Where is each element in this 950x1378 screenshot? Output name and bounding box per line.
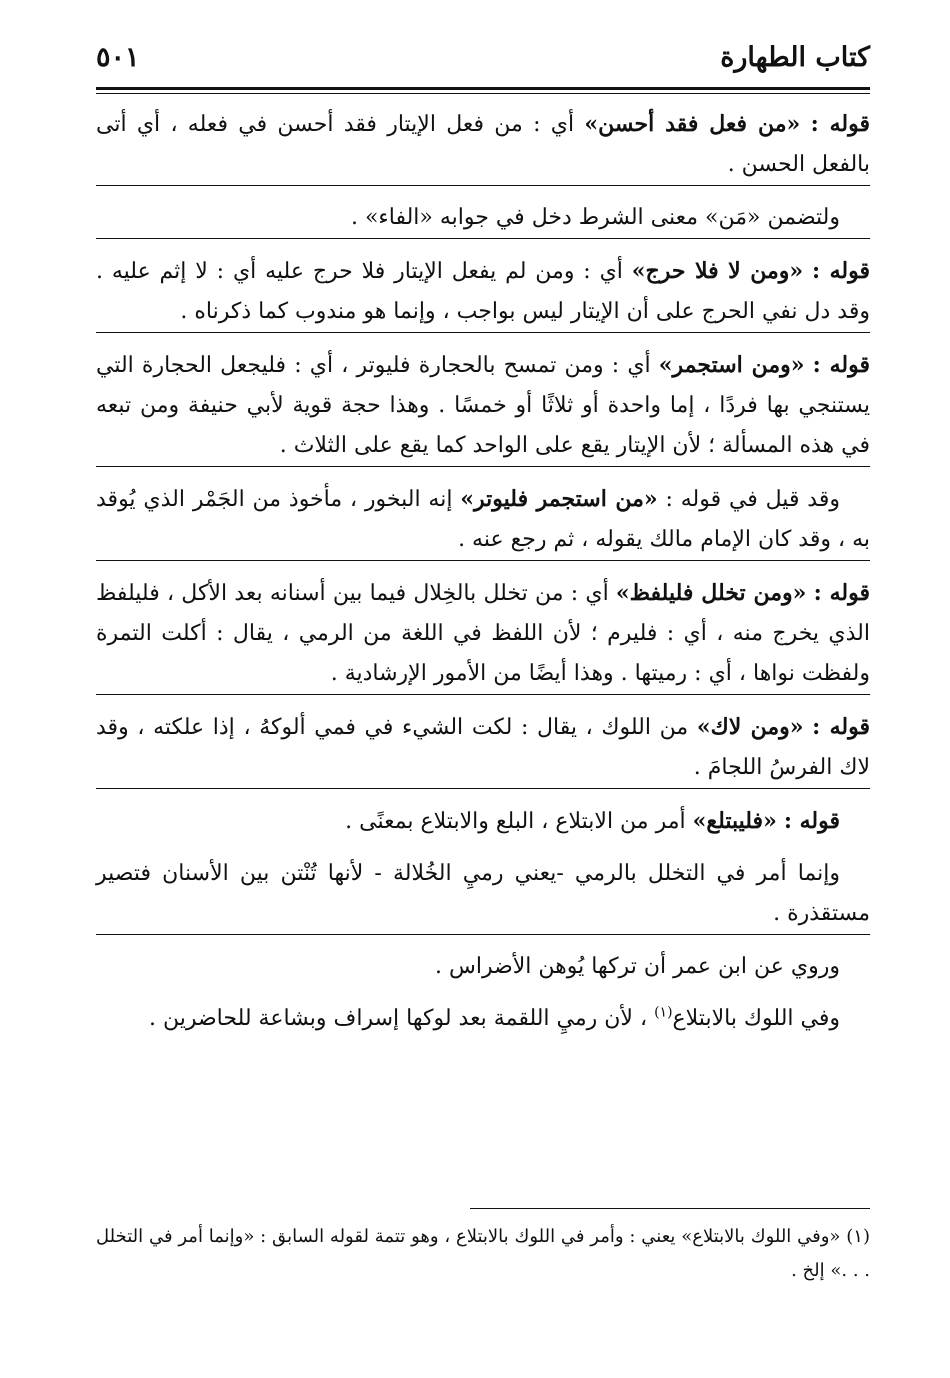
paragraph-quote: «فليبتلع»: [692, 808, 777, 834]
paragraph-quote: «ومن تخلل فليلفظ»: [615, 580, 807, 606]
paragraph-lead: قوله :: [810, 111, 870, 137]
page-header: [96, 36, 870, 84]
paragraph: [96, 854, 870, 935]
paragraph-quote: «ومن لاك»: [696, 714, 804, 740]
paragraph-lead: قوله :: [783, 808, 840, 834]
header-rule-thick: [96, 87, 870, 90]
paragraph: [96, 947, 870, 987]
footnote-text: «وفي اللوك بالابتلاع» يعني : وأمر في اللوك بالابتلاع ، وهو تتمة لقوله السابق : «وإنما أمر في التخلل . . .» إلخ .: [96, 1226, 870, 1281]
paragraph: [96, 573, 870, 695]
paragraph: [96, 801, 870, 842]
paragraph-text: وروي عن ابن عمر أن تركها يُوهن الأضراس .: [434, 954, 840, 979]
paragraph: [96, 479, 870, 561]
footnotes: [96, 1220, 870, 1288]
paragraph-text: من اللوك ، يقال : لكت الشيء في فمي ألوكهُ ، إذا علكته ، وقد لاك الفرسُ اللجامَ .: [96, 715, 870, 780]
paragraph-lead: قوله :: [811, 258, 870, 284]
paragraph-text: وإنما أمر في التخلل بالرمي -يعني رميِ الخُلالة - لأنها تُنْتن بين الأسنان فتصير مستقذرة .: [96, 861, 870, 926]
paragraph-text: أي : من تخلل بالخِلال فيما بين أسنانه بعد الأكل ، فليلفظ الذي يخرج منه ، أي : فليرم ؛ لأن اللفظ في اللغة من الرمي ، يقال : أكلت التمرة ولفظت نواها ، أي : رميتها . وهذا أيضًا من الأمور الإرشادية .: [96, 581, 870, 686]
paragraph-lead: قوله :: [812, 352, 870, 378]
page-number: ٥٠١: [96, 42, 140, 73]
footnote-reference: (١): [654, 1004, 673, 1021]
footnote: [96, 1220, 870, 1288]
paragraph-quote: «ومن لا فلا حرج»: [631, 258, 804, 284]
paragraph-quote: «ومن استجمر»: [658, 352, 805, 378]
paragraph-text: أمر من الابتلاع ، البلع والابتلاع بمعنًى .: [345, 809, 693, 834]
paragraph-text: إنه البخور ، مأخوذ من الجَمْر الذي يُوقد به ، وقد كان الإمام مالك يقوله ، ثم رجع عنه .: [96, 487, 870, 552]
paragraph-text: ، لأن رميِ اللقمة بعد لوكها إسراف وبشاعة للحاضرين .: [149, 1006, 655, 1031]
paragraph-text: وفي اللوك بالابتلاع: [672, 1006, 840, 1031]
paragraph-quote: «من فعل فقد أحسن»: [584, 111, 801, 137]
paragraph-text: أي : من فعل الإيتار فقد أحسن في فعله ، أي أتى بالفعل الحسن .: [96, 112, 870, 177]
paragraph: [96, 251, 870, 333]
paragraph-quote: «من استجمر فليوتر»: [460, 486, 658, 512]
paragraph: [96, 999, 870, 1039]
paragraph: [96, 198, 870, 239]
paragraph-lead: وقد قيل في قوله :: [665, 487, 840, 512]
footnote-separator: [470, 1208, 870, 1209]
footnote-number: (١): [846, 1226, 870, 1247]
paragraph: [96, 707, 870, 789]
paragraph-text: أي : ومن لم يفعل الإيتار فلا حرج عليه أي : لا إثم عليه . وقد دل نفي الحرج على أن الإيتار ليس بواجب ، وإنما هو مندوب كما ذكرناه .: [96, 259, 870, 324]
paragraph: [96, 345, 870, 467]
running-title: كتاب الطهارة: [720, 42, 870, 73]
paragraph-lead: قوله :: [812, 714, 870, 740]
paragraph-text: أي : ومن تمسح بالحجارة فليوتر ، أي : فليجعل الحجارة التي يستنجي بها فردًا ، إما واحدة أو ثلاثًا أو خمسًا . وهذا حجة قوية لأبي حنيفة ومن تبعه في هذه المسألة ؛ لأن الإيتار يقع على الواحد كما يقع على الثلاث .: [96, 353, 870, 458]
header-rule-thin: [96, 93, 870, 94]
paragraph-text: ولتضمن «مَن» معنى الشرط دخل في جوابه «الفاء» .: [350, 205, 840, 230]
main-text: [96, 100, 870, 1051]
paragraph: [96, 104, 870, 186]
paragraph-lead: قوله :: [813, 580, 871, 606]
